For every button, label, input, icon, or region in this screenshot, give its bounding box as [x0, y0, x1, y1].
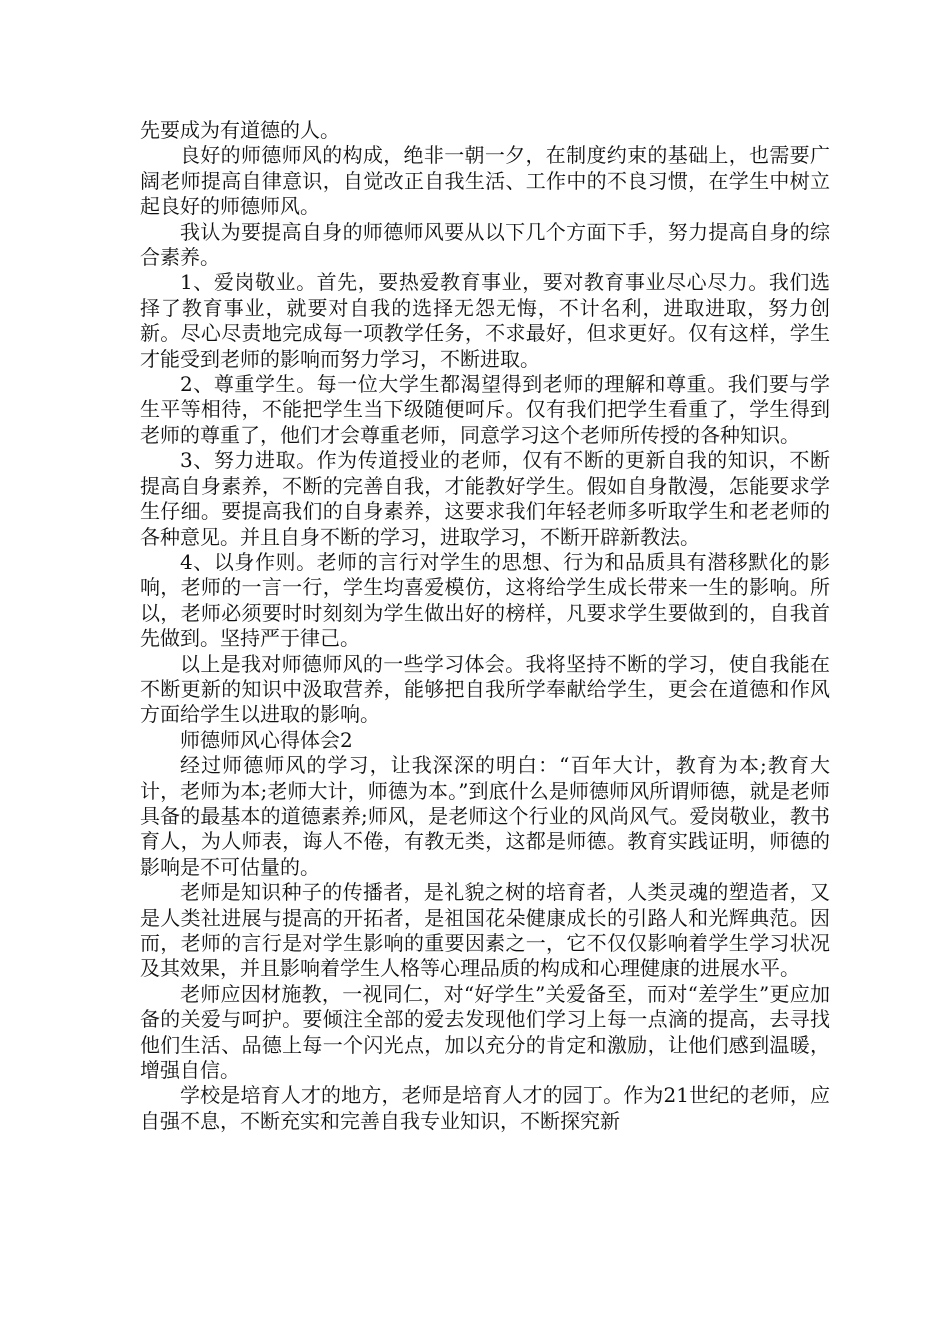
paragraph-equal-care: 老师应因材施教，一视同仁，对“好学生”关爱备至，而对“差学生”更应加备的关爱与呵护。要倾注全部的爱去发现他们学习上每一点滴的提高，去寻找他们生活、品德上每一个闪光点，加以充分的肯定和激励，让他们感到温暖，增强自信。 — [140, 981, 830, 1083]
paragraph-school-talent: 学校是培育人才的地方，老师是培育人才的园丁。作为21世纪的老师，应自强不息，不断充实和完善自我专业知识，不断探究新 — [140, 1083, 830, 1133]
paragraph-point-3: 3、努力进取。作为传道授业的老师，仅有不断的更新自我的知识，不断提高自身素养，不断的完善自我，才能教好学生。假如自身散漫，怎能要求学生仔细。要提高我们的自身素养，这要求我们年轻老师多听取学生和老老师的各种意见。并且自身不断的学习，进取学习，不断开辟新教法。 — [140, 448, 830, 549]
paragraph-point-1: 1、爱岗敬业。首先，要热爱教育事业，要对教育事业尽心尽力。我们选择了教育事业，就要对自我的选择无怨无悔，不计名利，进取进取，努力创新。尽心尽责地完成每一项教学任务，不求最好，但求更好。仅有这样，学生才能受到老师的影响而努力学习，不断进取。 — [140, 270, 830, 371]
paragraph-improve-aspects: 我认为要提高自身的师德师风要从以下几个方面下手，努力提高自身的综合素养。 — [140, 219, 830, 270]
section-heading: 师德师风心得体会2 — [180, 727, 353, 752]
paragraph-study-meaning: 经过师德师风的学习，让我深深的明白：“百年大计，教育为本;教育大计，老师为本;老师大计，师德为本。”到底什么是师德师风所谓师德，就是老师具备的最基本的道德素养;师风，是老师这个行业的风尚风气。爱岗敬业，教书育人，为人师表，诲人不倦，有教无类，这都是师德。教育实践证明，师德的影响是不可估量的。 — [140, 753, 830, 879]
paragraph-self-discipline: 良好的师德师风的构成，绝非一朝一夕，在制度约束的基础上，也需要广阔老师提高自律意识，自觉改正自我生活、工作中的不良习惯，在学生中树立起良好的师德师风。 — [140, 143, 830, 219]
paragraph-point-4: 4、以身作则。老师的言行对学生的思想、行为和品质具有潜移默化的影响，老师的一言一行，学生均喜爱模仿，这将给学生成长带来一生的影响。所以，老师必须要时时刻刻为学生做出好的榜样，凡要求学生要做到的，自我首先做到。坚持严于律己。 — [140, 549, 830, 651]
paragraph-summary: 以上是我对师德师风的一些学习体会。我将坚持不断的学习，使自我能在不断更新的知识中汲取营养，能够把自我所学奉献给学生，更会在道德和作风方面给学生以进取的影响。 — [140, 651, 830, 727]
document-page — [140, 118, 830, 1134]
paragraph-point-2: 2、尊重学生。每一位大学生都渴望得到老师的理解和尊重。我们要与学生平等相待，不能把学生当下级随便呵斥。仅有我们把学生看重了，学生得到老师的尊重了，他们才会尊重老师，同意学习这个老师所传授的各种知识。 — [140, 372, 830, 447]
paragraph-teacher-role: 老师是知识种子的传播者，是礼貌之树的培育者，人类灵魂的塑造者，又是人类社进展与提高的开拓者，是祖国花朵健康成长的引路人和光辉典范。因而，老师的言行是对学生影响的重要因素之一，它不仅仅影响着学生学习状况及其效果，并且影响着学生人格等心理品质的构成和心理健康的进展水平。 — [140, 880, 830, 981]
paragraph-continuation: 先要成为有道德的人。 — [140, 118, 340, 142]
